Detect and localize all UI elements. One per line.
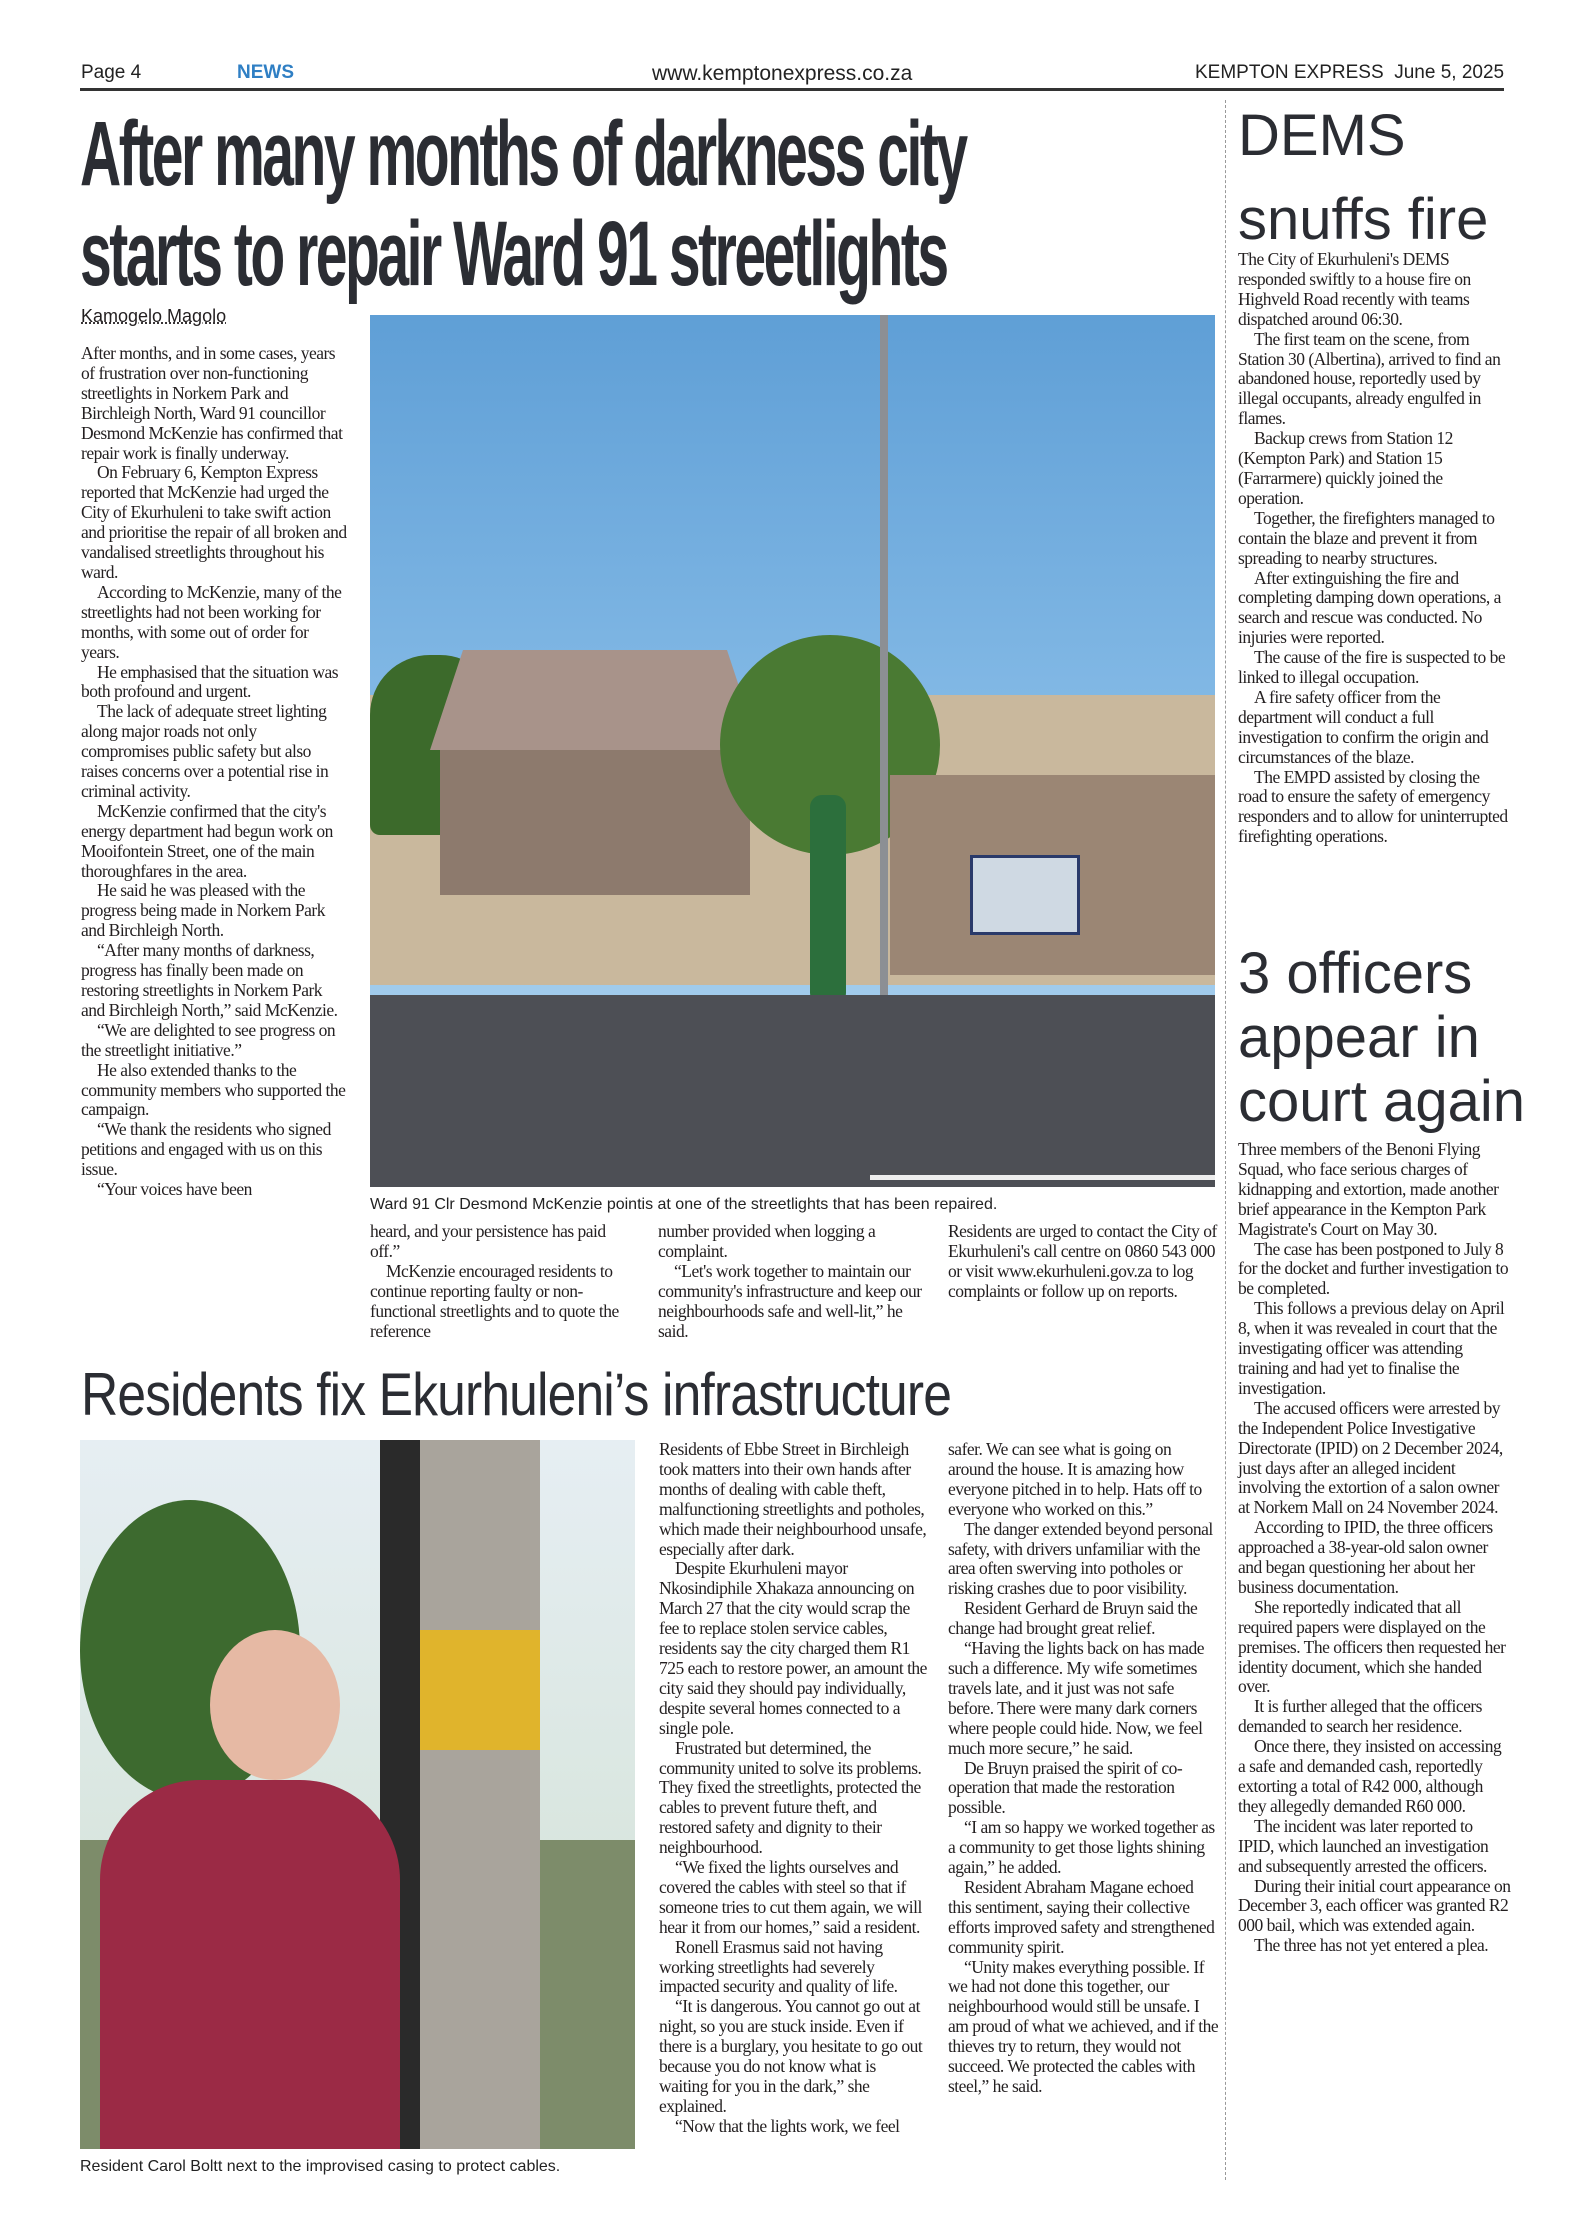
main-col-2 <box>370 1222 632 1341</box>
paragraph: Once there, they insisted on accessing a safe and demanded cash, reportedly extorting a total of R42 000, although they allegedly demanded R60 000. <box>1238 1736 1502 1816</box>
main-col-1 <box>81 344 347 1200</box>
yellow-band <box>420 1630 540 1750</box>
byline: Kamogelo Magolo <box>81 306 227 326</box>
paragraph: heard, and your persistence has paid off.” <box>370 1221 606 1261</box>
paragraph: Residents are urged to contact the City of Ekurhuleni's call centre on 0860 543 000 or visit www.ekurhuleni.gov.za to log complaints or follow up on reports. <box>948 1221 1217 1301</box>
streetlight-photo <box>370 315 1215 1187</box>
section-label: NEWS <box>237 62 294 83</box>
officers-headline-line-1: 3 officers <box>1238 941 1473 1006</box>
person <box>810 795 846 1005</box>
paragraph: “Your voices have been <box>97 1179 252 1200</box>
paragraph: “After many months of darkness, progress has finally been made on restoring streetlights in Norkem Park and Birchleigh North,” said McKenzie. <box>81 940 338 1020</box>
header-rule <box>80 88 1504 91</box>
roof <box>430 650 760 750</box>
officers-headline-line-3: court again <box>1238 1069 1525 1134</box>
main-photo-caption: Ward 91 Clr Desmond McKenzie pointis at one of the streetlights that has been repaired. <box>370 1196 998 1213</box>
paragraph: McKenzie encouraged residents to continue reporting faulty or non-functional streetlights and to quote the reference <box>370 1260 619 1341</box>
issue-date: June 5, 2025 <box>1394 62 1505 83</box>
paragraph: De Bruyn praised the spirit of co-operation that made the restoration possible. <box>948 1757 1183 1818</box>
paragraph: “Now that the lights work, we feel <box>675 2115 900 2136</box>
paragraph: This follows a previous delay on April 8, when it was revealed in court that the investigating officer was attending training and had yet to finalise the investigation. <box>1238 1298 1505 1398</box>
second-col-1 <box>659 1440 927 2137</box>
paragraph: McKenzie confirmed that the city's energy department had begun work on Mooifontein Street, one of the main thoroughfares in the area. <box>81 800 333 881</box>
house <box>440 750 750 895</box>
dems-headline <box>1238 104 1538 252</box>
paragraph: “Let's work together to maintain our community's infrastructure and keep our neighbourhoods safe and well-lit,” he said. <box>658 1260 922 1341</box>
resident-photo <box>80 1440 635 2149</box>
paragraph: The accused officers were arrested by the Independent Police Investigative Directorate (IPID) on 2 December 2024, just days after an alleged incident involving the extortion of a salon owner at Norkem Mall on 24 November 2024. <box>1238 1397 1503 1518</box>
paragraph: “We fixed the lights ourselves and covered the cables with steel so that if someone tries to cut them again, we will hear it from our homes,” said a resident. <box>659 1857 922 1937</box>
paragraph: Resident Abraham Magane echoed this sentiment, saying their collective efforts improved safety and strengthened community spirit. <box>948 1876 1215 1957</box>
page-number: Page 4 <box>81 62 142 83</box>
dems-body <box>1238 250 1510 847</box>
paragraph: Residents of Ebbe Street in Birchleigh took matters into their own hands after months of dealing with cable theft, malfunctioning streetlights and potholes, which made their neighbourhood unsafe, especially after dark. <box>659 1439 927 1559</box>
paragraph: He said he was pleased with the progress being made in Norkem Park and Birchleigh North. <box>81 880 325 941</box>
road <box>370 995 1215 1187</box>
website-url[interactable]: www.kemptonexpress.co.za <box>652 62 913 85</box>
pole-casing <box>420 1440 540 2149</box>
paragraph: After months, and in some cases, years of frustration over non-functioning streetlights in Norkem Park and Birchleigh North, Ward 91 councillor Desmond McKenzie has confirmed that repair work is finally underway. <box>81 343 343 463</box>
paragraph: “Having the lights back on has made such a difference. My wife sometimes travels late, and it just was not safe before. There were many dark corners where people could hide. Now, we feel much more secure,” he said. <box>948 1638 1205 1758</box>
paragraph: A fire safety officer from the department will conduct a full investigation to confirm the origin and circumstances of the blaze. <box>1238 686 1489 767</box>
paragraph: Despite Ekurhuleni mayor Nkosindiphile Xhakaza announcing on March 27 that the city would scrap the fee to replace stolen service cables, residents say the city charged them R1 725 each to restore power, an amount the city said they should pay individually, despite several homes connected to a single pole. <box>659 1558 927 1738</box>
paragraph: On February 6, Kempton Express reported that McKenzie had urged the City of Ekurhuleni to take swift action and prioritise the repair of all broken and vandalised streetlights throughout his ward. <box>81 462 347 582</box>
poster <box>970 855 1080 935</box>
paragraph: “We are delighted to see progress on the streetlight initiative.” <box>81 1019 336 1060</box>
paragraph: “I am so happy we worked together as a community to get those lights shining again,” he added. <box>948 1817 1215 1878</box>
face <box>210 1630 340 1780</box>
officers-body <box>1238 1140 1512 1956</box>
paragraph: “We thank the residents who signed petitions and engaged with us on this issue. <box>81 1119 331 1180</box>
paragraph: According to McKenzie, many of the streetlights had not been working for months, with some out of order for years. <box>81 581 342 662</box>
paragraph: Ronell Erasmus said not having working streetlights had severely impacted security and quality of life. <box>659 1936 898 1997</box>
paragraph: Three members of the Benoni Flying Squad, who face serious charges of kidnapping and extortion, made another brief appearance in the Kempton Park Magistrate's Court on May 30. <box>1238 1139 1499 1239</box>
paragraph: Backup crews from Station 12 (Kempton Park) and Station 15 (Farrarmere) quickly joined the operation. <box>1238 428 1453 508</box>
paragraph: He also extended thanks to the community members who supported the campaign. <box>81 1059 346 1120</box>
paragraph: The case has been postponed to July 8 for the docket and further investigation to be completed. <box>1238 1238 1509 1299</box>
second-headline: Residents fix Ekurhuleni’s infrastructure <box>81 1361 952 1428</box>
main-col-4 <box>948 1222 1220 1302</box>
paragraph: It is further alleged that the officers demanded to search her residence. <box>1238 1696 1482 1737</box>
dems-headline-line-1: DEMS <box>1238 103 1406 168</box>
paragraph: Together, the firefighters managed to contain the blaze and prevent it from spreading to nearby structures. <box>1238 507 1495 568</box>
main-headline <box>80 104 966 304</box>
paragraph: The first team on the scene, from Station 30 (Albertina), arrived to find an abandoned house, reportedly used by illegal occupants, already engulfed in flames. <box>1238 328 1501 429</box>
paragraph: After extinguishing the fire and completing damping down operations, a search and rescue was conducted. No injuries were reported. <box>1238 567 1501 648</box>
paragraph: He emphasised that the situation was both profound and urgent. <box>81 661 339 702</box>
paragraph: “It is dangerous. You cannot go out at night, so you are stuck inside. Even if there is a burglary, you hesitate to go out because you do not know what is waiting for you in the dark,” she explained. <box>659 1996 923 2116</box>
column-divider <box>1225 100 1226 2180</box>
paragraph: Frustrated but determined, the community united to solve its problems. They fixed the streetlights, protected the cables to prevent future theft, and restored safety and dignity to their neighbourhood. <box>659 1737 922 1858</box>
paragraph: The three has not yet entered a plea. <box>1254 1935 1489 1956</box>
paragraph: According to IPID, the three officers approached a 38-year-old salon owner and began questioning her about her business documentation. <box>1238 1517 1493 1597</box>
dems-headline-line-2: snuffs fire <box>1238 187 1489 252</box>
headline-line-2: starts to repair Ward 91 streetlights <box>80 203 947 305</box>
paragraph: Resident Gerhard de Bruyn said the change had brought great relief. <box>948 1598 1198 1639</box>
paragraph: The incident was later reported to IPID, which launched an investigation and subsequently arrested the officers. <box>1238 1815 1489 1876</box>
paragraph: She reportedly indicated that all required papers were displayed on the premises. The officers then requested her identity document, which she handed over. <box>1238 1596 1506 1697</box>
paragraph: “Unity makes everything possible. If we had not done this together, our neighbourhood would still be unsafe. I am proud of what we achieved, and if the thieves try to return, they would not succeed. We protected the cables with steel,” he said. <box>948 1956 1219 2096</box>
paragraph: The danger extended beyond personal safety, with drivers unfamiliar with the area often swerving into potholes or risking crashes due to poor visibility. <box>948 1518 1213 1599</box>
paragraph: During their initial court appearance on December 3, each officer was granted R2 000 bail, which was extended again. <box>1238 1875 1511 1936</box>
paragraph: The cause of the fire is suspected to be linked to illegal occupation. <box>1238 647 1506 688</box>
second-col-2 <box>948 1440 1220 2097</box>
main-col-3 <box>658 1222 924 1341</box>
streetlight-pole <box>880 315 888 1020</box>
paper-name: KEMPTON EXPRESS <box>1195 62 1384 83</box>
paragraph: safer. We can see what is going on around the house. It is amazing how everyone pitched in to help. Hats off to everyone who worked on this.” <box>948 1439 1202 1519</box>
paragraph: number provided when logging a complaint. <box>658 1221 876 1261</box>
shirt <box>100 1780 400 2149</box>
paragraph: The lack of adequate street lighting along major roads not only compromises public safety but also raises concerns over a potential rise in criminal activity. <box>81 701 329 801</box>
paragraph: The City of Ekurhuleni's DEMS responded swiftly to a house fire on Highveld Road recently with teams dispatched around 06:30. <box>1238 249 1471 329</box>
officers-headline-line-2: appear in <box>1238 1005 1480 1070</box>
officers-headline <box>1238 942 1538 1134</box>
masthead-date <box>1195 62 1504 84</box>
paragraph: The EMPD assisted by closing the road to ensure the safety of emergency responders and to allow for uninterrupted firefighting operations. <box>1238 766 1508 847</box>
second-photo-caption: Resident Carol Boltt next to the improvised casing to protect cables. <box>80 2158 561 2175</box>
headline-line-1: After many months of darkness city <box>80 103 966 205</box>
